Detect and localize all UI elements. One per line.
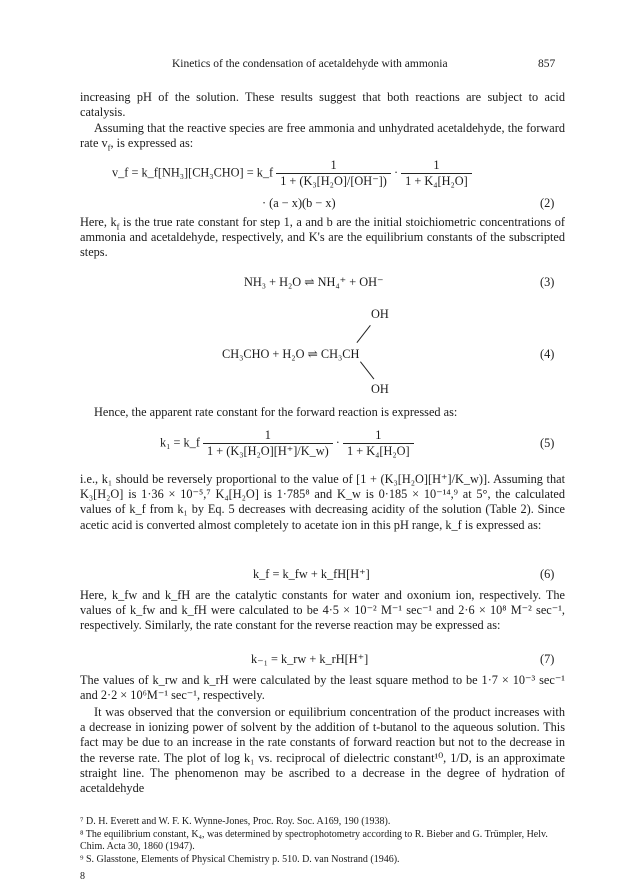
folio-mark: 8 [80,871,85,882]
paragraph-2: Assuming that the reactive species are free ammonia and unhydrated acetaldehyde, the forward rate $v_f$, is expressed as: [80,121,565,153]
paragraph-1: increasing pH of the solution. These results suggest that both reactions are subject to acid catalysis. [80,90,565,120]
eq7-number: (7) [540,652,555,666]
eq2-number: (2) [540,196,555,210]
eq3-number: (3) [540,275,555,289]
eq6-number: (6) [540,567,555,581]
equation-3: NH₃ + H₂O ⇌ NH₄⁺ + OH⁻ [244,275,384,289]
running-title: Kinetics of the condensation of acetaldehyde with ammonia [172,58,448,70]
eq4-oh-top: OH [371,307,389,321]
equation-4: CH₃CHO + H₂O ⇌ CH₃CH [222,347,360,361]
paragraph-8: It was observed that the conversion or equilibrium concentration of the product increases with a decrease in ionizing power of solvent by the addition of t-butanol to the aqueous solution. This fact may be due to an increase in the rate constants of forward reaction but not to the decrease in the reverse rate. The plot of log k₁ vs. reciprocal of dielectric constant¹⁰, 1/D, is an approximate straight line. The phenomenon may be ascribed to a decrease in the degree of hydration of acetaldehyde [80,705,565,796]
eq4-oh-bottom: OH [371,382,389,396]
paragraph-7: The values of k_rw and k_rH were calculated by the least square method to be 1·7 × 10⁻³ sec⁻¹ and 2·2 × 10⁶M⁻¹ sec⁻¹, respectively. [80,673,565,703]
paragraph-4: Hence, the apparent rate constant for the forward reaction is expressed as: [94,405,458,419]
equation-5: k₁ = k_f $\frac{1}{\text{1 + (K₃[H₂O][H⁺]/K\_w)}}$ · $\frac{1}{\text{1 + K₄[H₂O]}}$ [160,428,414,459]
paragraph-6: Here, k_fw and k_fH are the catalytic constants for water and oxonium ion, respectively. The values of k_fw and k_fH were calculated to be 4·5 × 10⁻² M⁻¹ sec⁻¹ and 2·6 × 10⁸ M⁻² sec⁻¹, respectively. Similarly, the rate constant for the reverse reaction may be expressed as: [80,588,565,633]
eq2-lhs: v_f = k_f[NH₃][CH₃CHO] = k_f [112,165,274,180]
equation-7: k₋₁ = k_rw + k_rH[H⁺] [251,652,369,666]
page-number: 857 [538,58,556,70]
eq2-tail: · (a − x)(b − x) [262,196,336,210]
eq5-number: (5) [540,436,555,450]
paragraph-3: Here, $k_f$ is the true rate constant for step 1, a and b are the initial stoichiometric concentrations of ammonia and acetaldehyde, respectively, and K's are the equilibrium constants of the subscripted steps. [80,215,565,260]
eq5-lhs: k₁ = k_f [160,435,200,450]
footnote-7: ⁷ D. H. Everett and W. F. K. Wynne-Jones, Proc. Roy. Soc. A169, 190 (1938). [80,816,391,827]
eq4-bond-up [356,325,370,343]
eq2-fraction-2: $\frac{1}{\text{1 + K₄[H₂O]}}$ [401,158,472,189]
eq5-fraction-1: $\frac{1}{\text{1 + (K₃[H₂O][H⁺]/K\_w)}}$ [203,428,333,459]
paragraph-5: i.e., k₁ should be reversely proportional to the value of [1 + (K₃[H₂O][H⁺]/K_w)]. Assuming that K₃[H₂O] is 1·36 × 10⁻⁵,⁷ K₄[H₂O] is 1·785⁸ and K_w is 0·185 × 10⁻¹⁴,⁹ at 5°, the calculated values of k_f from k₁ by Eq. 5 decreases with decreasing acidity of the solution (Table 2). Since acetic acid is converted almost completely to acetate ion in this pH range, k_f is expressed as: [80,472,565,532]
footnote-9: ⁹ S. Glasstone, Elements of Physical Chemistry p. 510. D. van Nostrand (1946). [80,854,400,865]
eq2-fraction-1: $\frac{1}{\text{1 + (K₃[H₂O]/[OH⁻])}}$ [276,158,391,189]
eq4-number: (4) [540,347,555,361]
eq5-fraction-2: $\frac{1}{\text{1 + K₄[H₂O]}}$ [343,428,414,459]
equation-2: v_f = k_f[NH₃][CH₃CHO] = k_f $\frac{1}{\text{1 + (K₃[H₂O]/[OH⁻])}}$ · $\frac{1}{\text{1 + K₄[H₂O]}}$ [112,158,472,189]
footnote-8: ⁸ The equilibrium constant, K₄, was determined by spectrophotometry according to R. Bieber and G. Trümpler, Helv. Chim. Acta 30, 1860 (1947). [80,829,548,853]
equation-6: k_f = k_fw + k_fH[H⁺] [253,567,370,581]
eq4-bond-down [360,361,374,379]
